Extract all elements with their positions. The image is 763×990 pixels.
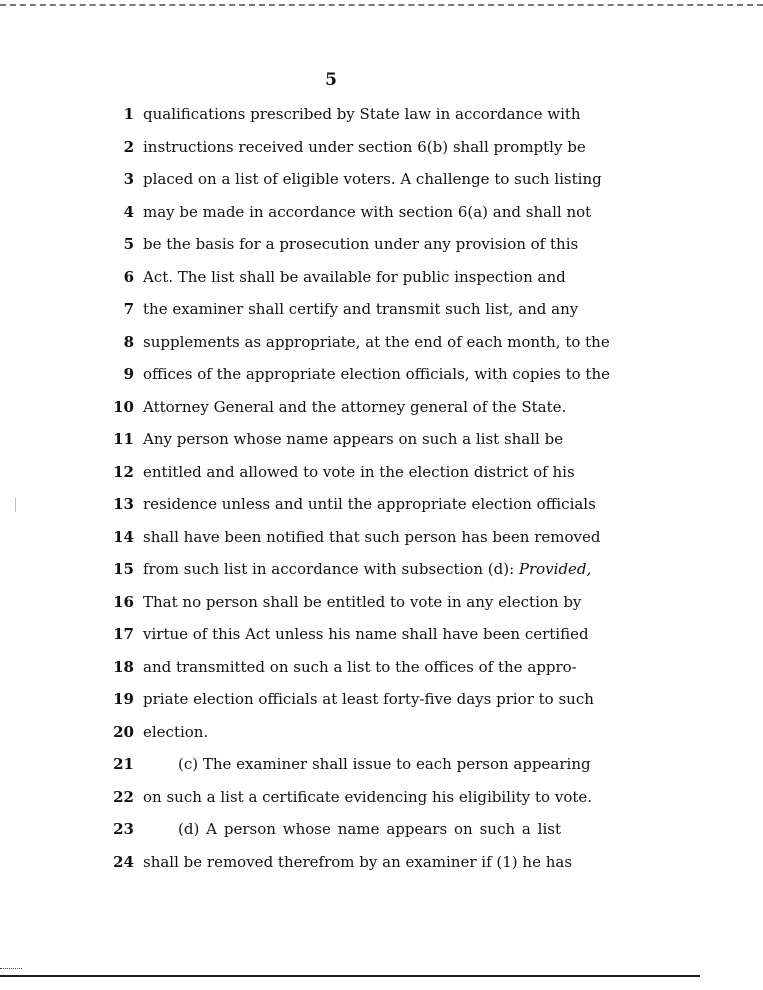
text-line [0,423,763,455]
text-line [0,553,763,585]
line-text: offices of the appropriate election officials, with copies to the [143,365,610,383]
text-line [0,683,763,715]
text-line [0,521,763,553]
line-number: 15 [113,560,134,578]
line-text: supplements as appropriate, at the end of each month, to the [143,332,610,351]
text-line [0,651,763,683]
bottom-scan-rule [0,975,700,977]
line-number: 14 [113,527,134,546]
line-number: 5 [123,235,134,253]
line-number: 22 [113,787,134,806]
line-text: (d) A person whose name appears on such a list [178,820,561,838]
line-number: 13 [113,495,134,513]
line-text: election. [143,722,209,741]
line-number: 7 [123,300,134,318]
line-text: That no person shall be entitled to vote in any election by [143,592,582,611]
line-number: 2 [123,137,134,156]
text-line [0,781,763,813]
line-text: priate election officials at least forty-five days prior to such [143,690,594,708]
line-number: 12 [113,462,134,481]
line-number: 6 [123,267,134,286]
page-number: 5 [325,70,337,90]
line-number: 19 [113,690,134,708]
text-line [0,131,763,163]
text-line [0,813,763,845]
line-text [143,553,592,585]
line-number: 1 [123,105,134,123]
text-line [0,163,763,195]
text-line [0,846,763,878]
line-number: 10 [113,397,134,416]
line-text: be the basis for a prosecution under any provision of this [143,235,579,253]
line-text: virtue of this Act unless his name shall have been certified [143,625,589,643]
line-text: on such a list a certificate evidencing his eligibility to vote. [143,787,593,806]
line-number: 16 [113,592,134,611]
text-line [0,261,763,293]
line-number: 8 [123,332,134,351]
line-number: 11 [113,430,134,448]
line-text: qualifications prescribed by State law in accordance with [143,105,581,123]
text-line [0,456,763,488]
text-line [0,293,763,325]
line-number: 4 [123,202,134,221]
line-number: 9 [123,365,134,383]
line-text-roman: from such list in accordance with subsection (d): [143,560,519,578]
line-text: the examiner shall certify and transmit such list, and any [143,300,579,318]
line-number: 21 [113,755,134,773]
line-text: entitled and allowed to vote in the election district of his [143,462,575,481]
line-text: (c) The examiner shall issue to each person appearing [178,755,591,773]
text-line [0,98,763,130]
line-text: Any person whose name appears on such a list shall be [143,430,564,448]
text-line [0,618,763,650]
top-scan-rule [0,4,763,6]
text-line [0,228,763,260]
line-text: shall be removed therefrom by an examiner if (1) he has [143,852,573,871]
line-text: placed on a list of eligible voters. A challenge to such listing [143,170,602,188]
text-line [0,716,763,748]
text-line [0,326,763,358]
text-line [0,586,763,618]
line-number: 20 [113,722,134,741]
line-number: 23 [113,820,134,838]
line-number: 3 [123,170,134,188]
proviso-word: Provided, [518,560,592,578]
line-text: Act. The list shall be available for public inspection and [143,267,566,286]
text-line [0,358,763,390]
line-text: may be made in accordance with section 6(a) and shall not [143,202,592,221]
text-line [0,748,763,780]
text-line [0,196,763,228]
line-number: 24 [113,852,134,871]
line-number: 18 [113,657,134,676]
line-text: residence unless and until the appropriate election officials [143,495,596,513]
line-text: and transmitted on such a list to the offices of the appro- [143,657,577,676]
line-number: 17 [113,625,134,643]
text-line [0,488,763,520]
line-text: Attorney General and the attorney general of the State. [143,397,567,416]
line-text: instructions received under section 6(b) shall promptly be [143,137,586,156]
text-line [0,391,763,423]
line-text: shall have been notified that such person has been removed [143,527,601,546]
